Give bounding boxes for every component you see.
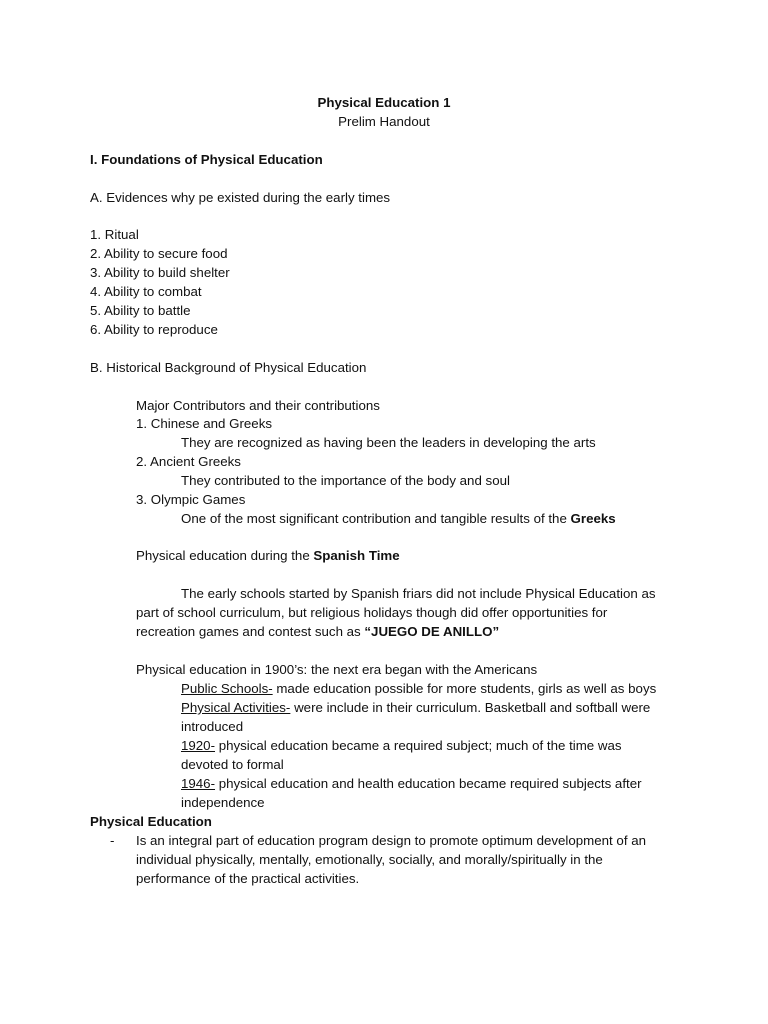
paragraph-line: Is an integral part of education program design to promote optimum development of an — [136, 833, 647, 848]
list-item: 4. Ability to combat — [90, 284, 202, 299]
contributor-item: 3. Olympic Games — [136, 492, 246, 507]
paragraph-line: independence — [181, 795, 265, 810]
year-1920-entry: 1920- physical education became a required subject; much of the time was — [181, 738, 622, 753]
contributor-description: They are recognized as having been the leaders in developing the arts — [181, 435, 596, 450]
contributors-intro: Major Contributors and their contributions — [136, 398, 380, 413]
doc-subtitle: Prelim Handout — [338, 114, 430, 129]
american-era-heading: Physical education in 1900’s: the next era began with the Americans — [136, 662, 538, 677]
doc-title: Physical Education 1 — [317, 95, 451, 110]
paragraph-line: performance of the practical activities. — [136, 871, 360, 886]
public-schools-entry: Public Schools- made education possible for more students, girls as well as boys — [181, 681, 657, 696]
bullet-dash: - — [110, 833, 115, 848]
paragraph-line: recreation games and contest such as “JUEGO DE ANILLO” — [136, 624, 500, 639]
spanish-time-heading: Physical education during the Spanish Time — [136, 548, 400, 563]
contributor-description: They contributed to the importance of the body and soul — [181, 473, 510, 488]
list-item: 1. Ritual — [90, 227, 139, 242]
contributor-item: 2. Ancient Greeks — [136, 454, 241, 469]
list-item: 6. Ability to reproduce — [90, 322, 218, 337]
year-1946-entry: 1946- physical education and health education became required subjects after — [181, 776, 642, 791]
paragraph-line: part of school curriculum, but religious holidays though did offer opportunities for — [136, 605, 608, 620]
physical-activities-entry: Physical Activities- were include in their curriculum. Basketball and softball were — [181, 700, 651, 715]
section-heading-foundations: I. Foundations of Physical Education — [90, 152, 323, 167]
list-item: 5. Ability to battle — [90, 303, 191, 318]
pe-definition-heading: Physical Education — [90, 814, 212, 829]
part-b-heading: B. Historical Background of Physical Education — [90, 360, 367, 375]
emphasis-greeks: Greeks — [570, 511, 616, 526]
contributor-description: One of the most significant contribution and tangible results of the Greeks — [181, 511, 616, 526]
paragraph-line: individual physically, mentally, emotionally, socially, and morally/spiritually in the — [136, 852, 603, 867]
part-a-heading: A. Evidences why pe existed during the early times — [90, 190, 391, 205]
paragraph-line: The early schools started by Spanish friars did not include Physical Education as — [181, 586, 656, 601]
list-item: 2. Ability to secure food — [90, 246, 228, 261]
contributor-item: 1. Chinese and Greeks — [136, 416, 273, 431]
paragraph-line: devoted to formal — [181, 757, 284, 772]
list-item: 3. Ability to build shelter — [90, 265, 230, 280]
paragraph-line: introduced — [181, 719, 244, 734]
